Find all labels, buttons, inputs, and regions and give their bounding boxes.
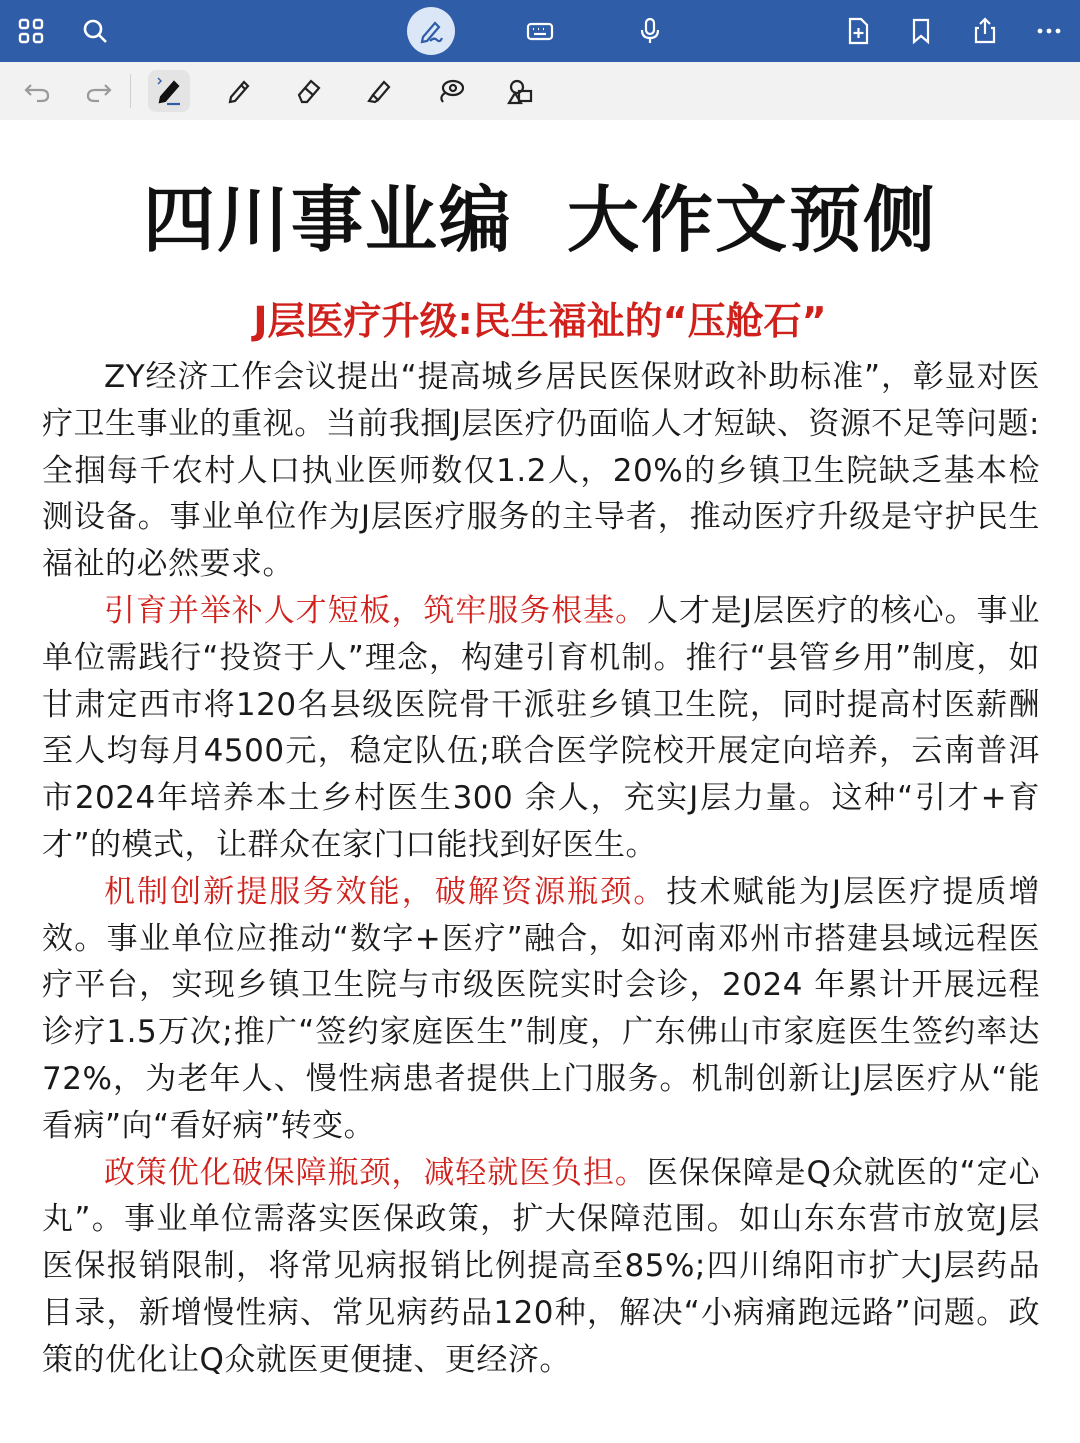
- shapes-icon[interactable]: [500, 70, 542, 112]
- paragraph-intro: [42, 354, 1040, 588]
- drawing-toolbar: [0, 62, 1080, 120]
- lasso-icon[interactable]: [430, 70, 472, 112]
- add-page-icon[interactable]: [835, 8, 881, 54]
- highlighter-icon[interactable]: [358, 70, 400, 112]
- paragraph-text: ZY经济工作会议提出“提高城乡居民医保财政补助标准”，彰显对医疗卫生事业的重视。当前我掴J层医疗仍面临人才短缺、资源不足等问题:全掴每千农村人口执业医师数仅1.2人，20%的乡镇卫生院缺乏基本检测设备。事业单位作为J层医疗服务的主导者，推动医疗升级是守护民生福祉的必然要求。: [42, 359, 1040, 583]
- more-icon[interactable]: [1026, 8, 1072, 54]
- paragraph-text: 人才是J层医疗的核心。事业单位需践行“投资于人”理念，构建引育机制。推行“县管乡用”制度，如甘肃定西市将120名县级医院骨干派驻乡镇卫生院，同时提高村医薪酬至人均每月4500元，稳定队伍;联合医学院校开展定向培养，云南普洱市2024年培养本土乡村医生300 余人，充实J层力量。这种“引才+育才”的模式，让群众在家门口能找到好医生。: [42, 592, 1040, 863]
- redo-icon[interactable]: [78, 70, 120, 112]
- app-top-bar: [0, 0, 1080, 62]
- search-icon[interactable]: [72, 8, 118, 54]
- paragraph-text: 技术赋能为J层医疗提质增效。事业单位应推动“数字+医疗”融合，如河南邓州市搭建县域远程医疗平台，实现乡镇卫生院与市级医院实时会诊，2024 年累计开展远程诊疗1.5万次;推广“签约家庭医生”制度，广东佛山市家庭医生签约率达72%，为老年人、慢性病患者提供上门服务。机制创新让J层医疗从“能看病”向“看好病”转变。: [42, 873, 1040, 1144]
- grid-icon[interactable]: [8, 8, 54, 54]
- paragraph-heading: 机制创新提服务效能，破解资源瓶颈。: [104, 873, 667, 910]
- toolbar-divider: [130, 74, 131, 108]
- paragraph-talent: [42, 588, 1040, 869]
- bookmark-icon[interactable]: [898, 8, 944, 54]
- keyboard-icon[interactable]: [517, 8, 563, 54]
- paragraph-mechanism: [42, 869, 1040, 1150]
- document-canvas[interactable]: [0, 120, 1080, 1443]
- pen-mode-icon[interactable]: [407, 7, 455, 55]
- bluetooth-pen-icon[interactable]: [148, 70, 190, 112]
- eraser-icon[interactable]: [288, 70, 330, 112]
- article-body: [42, 354, 1040, 1384]
- paragraph-policy: [42, 1150, 1040, 1384]
- page-title: 四川事业编 大作文预侧: [142, 178, 938, 262]
- paragraph-text: 医保保障是Q众就医的“定心丸”。事业单位需落实医保政策，扩大保障范围。如山东东营市放宽J层医保报销限制，将常见病报销比例提高至85%;四川绵阳市扩大J层药品目录，新增慢性病、常见病药品120种，解决“小病痛跑远路”问题。政策的优化让Q众就医更便捷、更经济。: [42, 1154, 1041, 1378]
- pencil-icon[interactable]: [218, 70, 260, 112]
- microphone-icon[interactable]: [627, 8, 673, 54]
- paragraph-heading: 引育并举补人才短板，筑牢服务根基。: [104, 592, 648, 629]
- share-icon[interactable]: [962, 8, 1008, 54]
- article-subtitle: J层医疗升级:民生福祉的“压舱石”: [253, 299, 827, 343]
- paragraph-heading: 政策优化破保障瓶颈，减轻就医负担。: [104, 1154, 647, 1191]
- undo-icon[interactable]: [16, 70, 58, 112]
